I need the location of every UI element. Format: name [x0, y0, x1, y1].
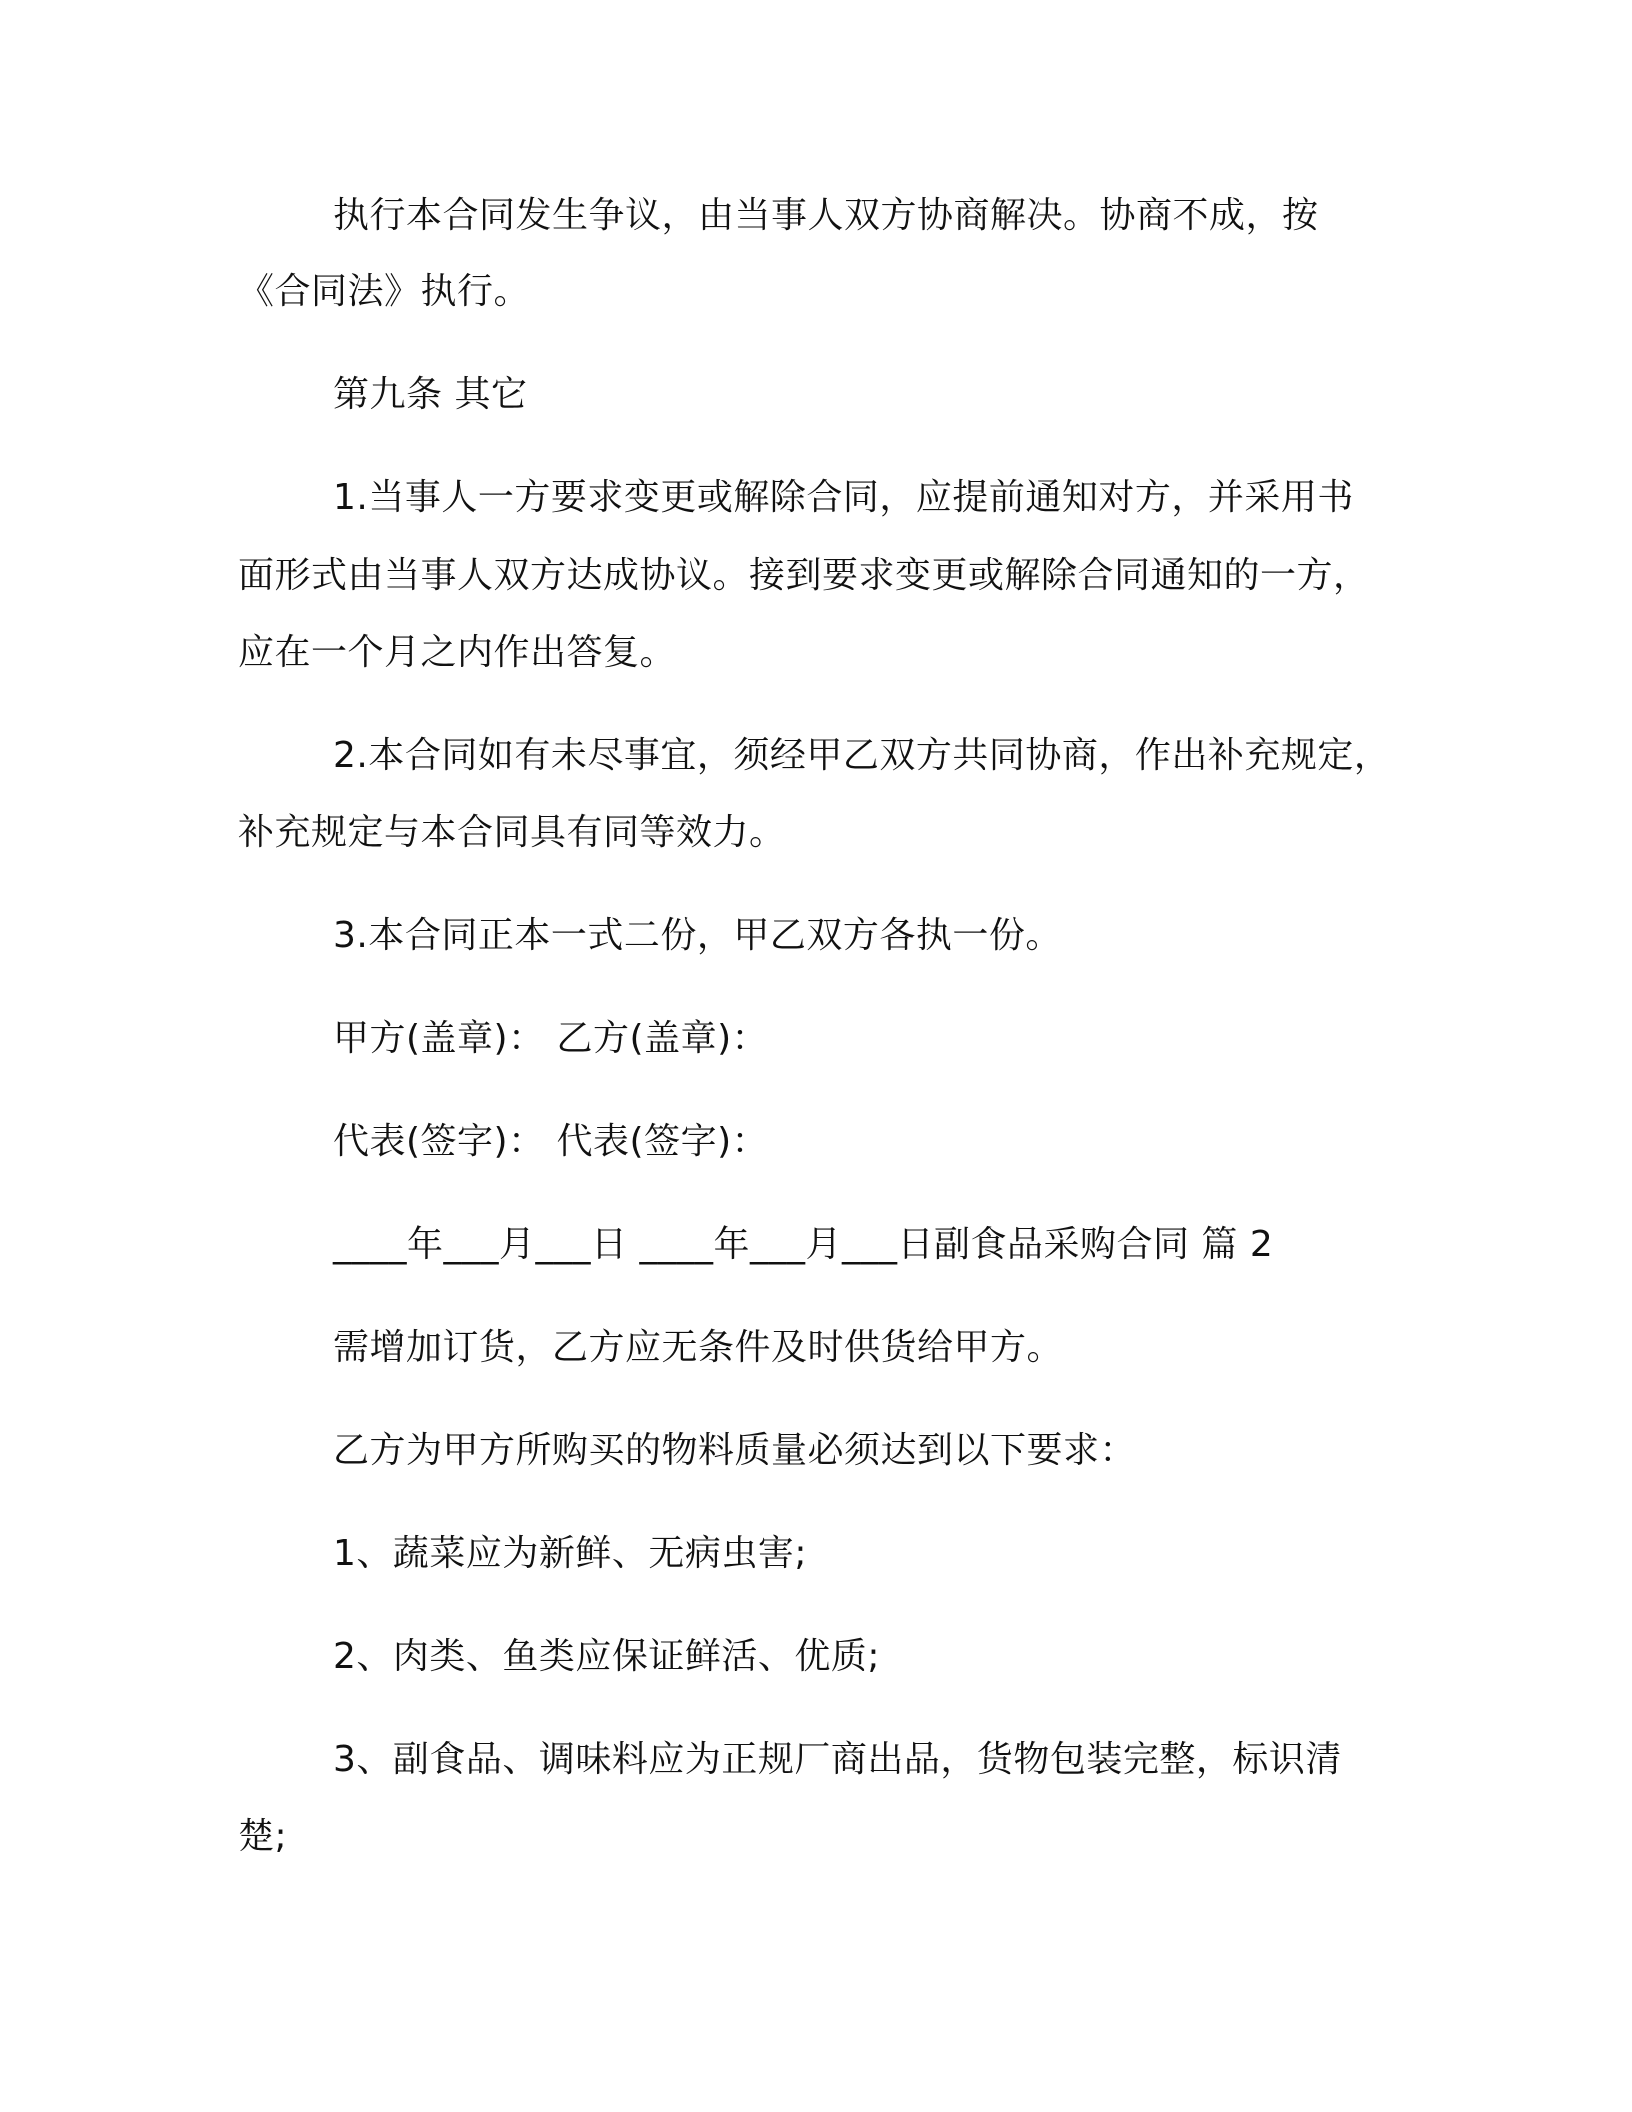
- paragraph-line: 《合同法》执行。: [238, 271, 531, 312]
- paragraph-line: 需增加订货，乙方应无条件及时供货给甲方。: [333, 1327, 1064, 1368]
- list-item: 2、肉类、鱼类应保证鲜活、优质;: [333, 1636, 881, 1677]
- paragraph-line: 1.当事人一方要求变更或解除合同，应提前通知对方，并采用书: [333, 477, 1354, 518]
- paragraph-line: 3.本合同正本一式二份，甲乙双方各执一份。: [333, 915, 1062, 956]
- list-item-continuation: 楚;: [238, 1816, 288, 1857]
- paragraph-line: 补充规定与本合同具有同等效力。: [238, 812, 786, 853]
- article-heading: 第九条 其它: [333, 374, 528, 415]
- list-item: 3、副食品、调味料应为正规厂商出品，货物包装完整，标识清: [333, 1739, 1342, 1780]
- paragraph-line: 2.本合同如有未尽事宜，须经甲乙双方共同协商，作出补充规定，: [333, 735, 1391, 776]
- signature-line-seal: 甲方(盖章)： 乙方(盖章)：: [333, 1018, 769, 1059]
- paragraph-line: 应在一个月之内作出答复。: [238, 632, 677, 673]
- list-item: 1、蔬菜应为新鲜、无病虫害;: [333, 1533, 808, 1574]
- date-line: ____年___月___日 ____年___月___日副食品采购合同 篇 2: [333, 1224, 1274, 1265]
- signature-line-representative: 代表(签字)： 代表(签字)：: [333, 1121, 769, 1162]
- paragraph-line: 面形式由当事人双方达成协议。接到要求变更或解除合同通知的一方，: [238, 555, 1370, 596]
- paragraph-line: 执行本合同发生争议，由当事人双方协商解决。协商不成，按: [333, 195, 1319, 236]
- paragraph-line: 乙方为甲方所购买的物料质量必须达到以下要求：: [333, 1430, 1137, 1471]
